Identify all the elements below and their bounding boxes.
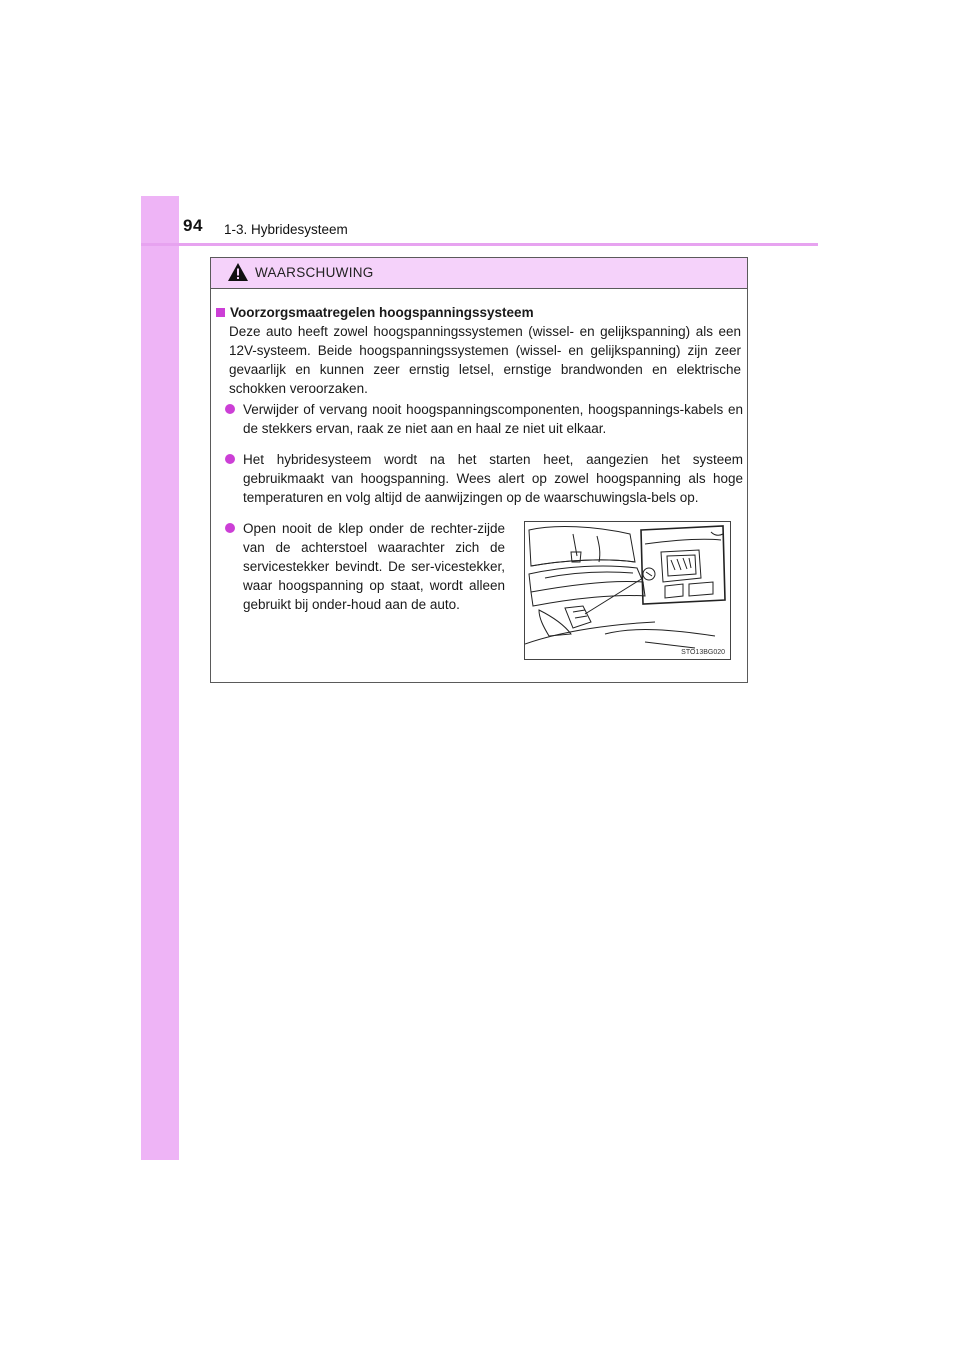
- list-item-text: Verwijder of vervang nooit hoogspanningscomponenten, hoogspannings-kabels en de stekkers ervan, raak ze niet aan en haal ze niet uit elkaar.: [243, 402, 743, 436]
- rear-seat-drawing: [525, 522, 730, 659]
- square-bullet-icon: [216, 308, 225, 317]
- round-bullet-icon: [225, 454, 235, 464]
- service-plug-illustration: [524, 521, 731, 660]
- warning-header: [211, 258, 747, 289]
- side-color-strip: [141, 196, 179, 1160]
- round-bullet-icon: [225, 404, 235, 414]
- subheading: [216, 304, 741, 322]
- intro-paragraph: Deze auto heeft zowel hoogspanningssystemen (wissel- en gelijkspanning) als een 12V-systeem. Beide hoogspanningssystemen (wissel- en gelijkspanning) zijn zeer gevaarlijk en kunnen zeer ernstig letsel, ernstige brandwonden en elektrische schokken veroorzaken.: [229, 324, 741, 396]
- list-item-text: Open nooit de klep onder de rechter-zijde van de achterstoel waarachter zich de servicestekker bevindt. De ser-vicestekker, waar hoogspanning op staat, wordt alleen gebruikt bij onder-houd aan de auto.: [243, 521, 505, 612]
- list-item: [225, 450, 743, 507]
- list-item-text: Het hybridesysteem wordt na het starten heet, aangezien het systeem gebruikmaakt van hoogspanning. Wees alert op zowel hoogspanning als hoge temperaturen en volg altijd de aanwijzingen op de waarschuwingsla-bels op.: [243, 452, 743, 505]
- page-number: 94: [183, 216, 203, 235]
- warning-triangle-icon: [227, 262, 249, 282]
- figure-code: STO13BG020: [681, 649, 725, 656]
- list-item: [225, 519, 505, 614]
- section-title: 1-3. Hybridesysteem: [224, 222, 348, 237]
- warning-box: [210, 257, 748, 683]
- header-rule: [141, 243, 818, 246]
- list-item: [225, 400, 743, 438]
- warning-title: WAARSCHUWING: [255, 265, 374, 280]
- subheading-text: Voorzorgsmaatregelen hoogspanningssysteem: [230, 305, 534, 320]
- round-bullet-icon: [225, 523, 235, 533]
